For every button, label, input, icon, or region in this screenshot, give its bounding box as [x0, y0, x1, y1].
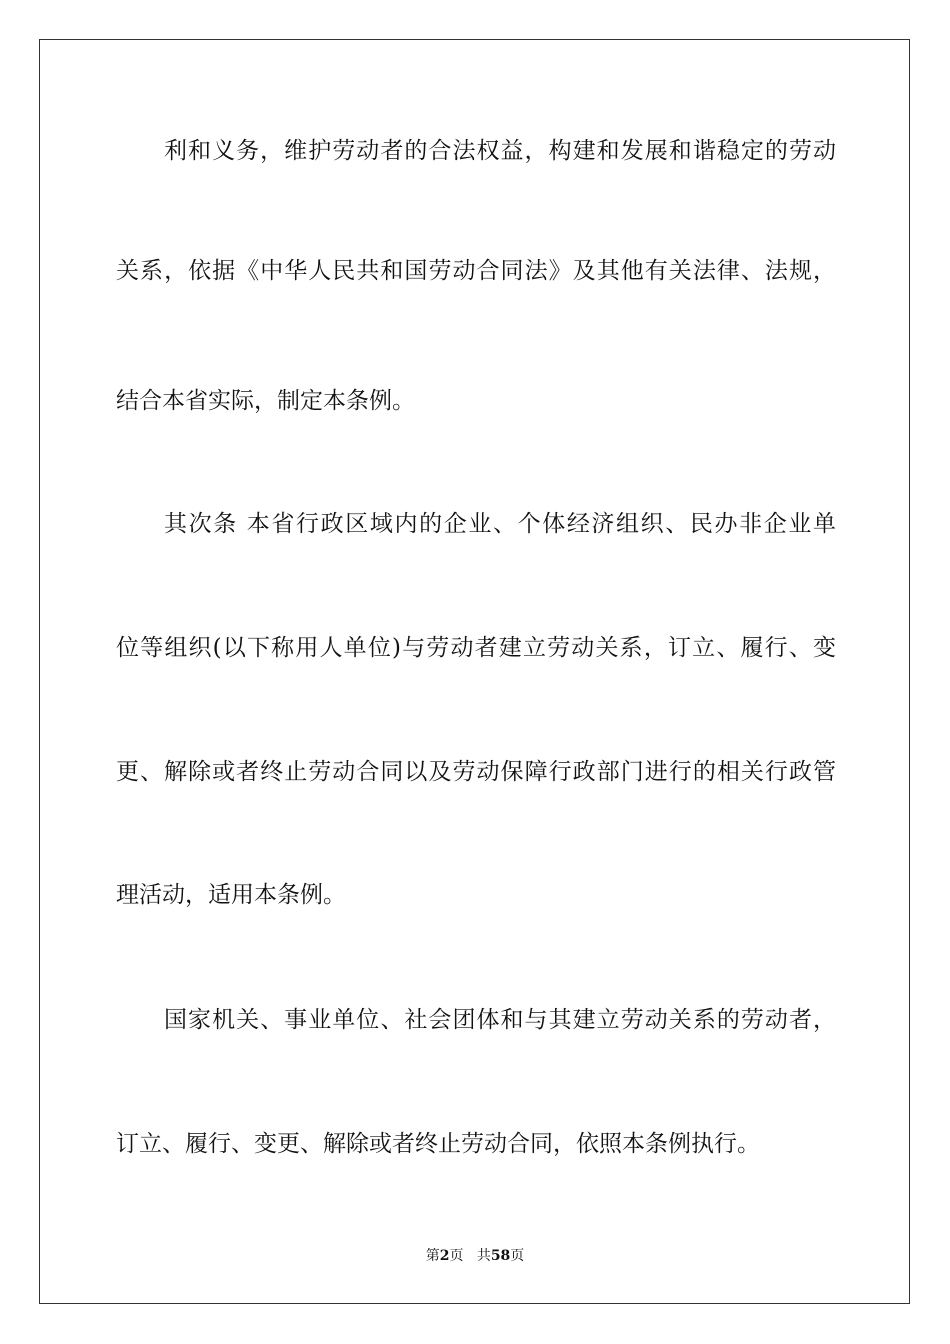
text-line-5: 位等组织(以下称用人单位)与劳动者建立劳动关系，订立、履行、变	[116, 635, 836, 661]
text-line-1: 利和义务，维护劳动者的合法权益，构建和发展和谐稳定的劳动	[164, 138, 836, 164]
footer-total-pages: 58	[490, 1248, 511, 1264]
footer-total-suffix: 页	[510, 1248, 525, 1264]
text-line-8: 国家机关、事业单位、社会团体和与其建立劳动关系的劳动者，	[164, 1007, 836, 1033]
footer-page-suffix: 页	[449, 1248, 464, 1264]
text-line-3: 结合本省实际，制定本条例。	[116, 388, 415, 414]
text-line-6: 更、解除或者终止劳动合同以及劳动保障行政部门进行的相关行政管	[116, 759, 836, 785]
text-line-4: 其次条 本省行政区域内的企业、个体经济组织、民办非企业单	[164, 511, 836, 537]
footer-total-prefix: 共	[476, 1248, 491, 1264]
text-line-9: 订立、履行、变更、解除或者终止劳动合同，依照本条例执行。	[116, 1131, 760, 1157]
footer-page-prefix: 第	[425, 1248, 440, 1264]
text-line-2: 关系，依据《中华人民共和国劳动合同法》及其他有关法律、法规，	[116, 258, 836, 284]
footer-page-number: 2	[439, 1248, 450, 1264]
text-line-7: 理活动，适用本条例。	[116, 882, 346, 908]
page-border	[39, 39, 910, 1304]
page-footer	[0, 1247, 950, 1265]
